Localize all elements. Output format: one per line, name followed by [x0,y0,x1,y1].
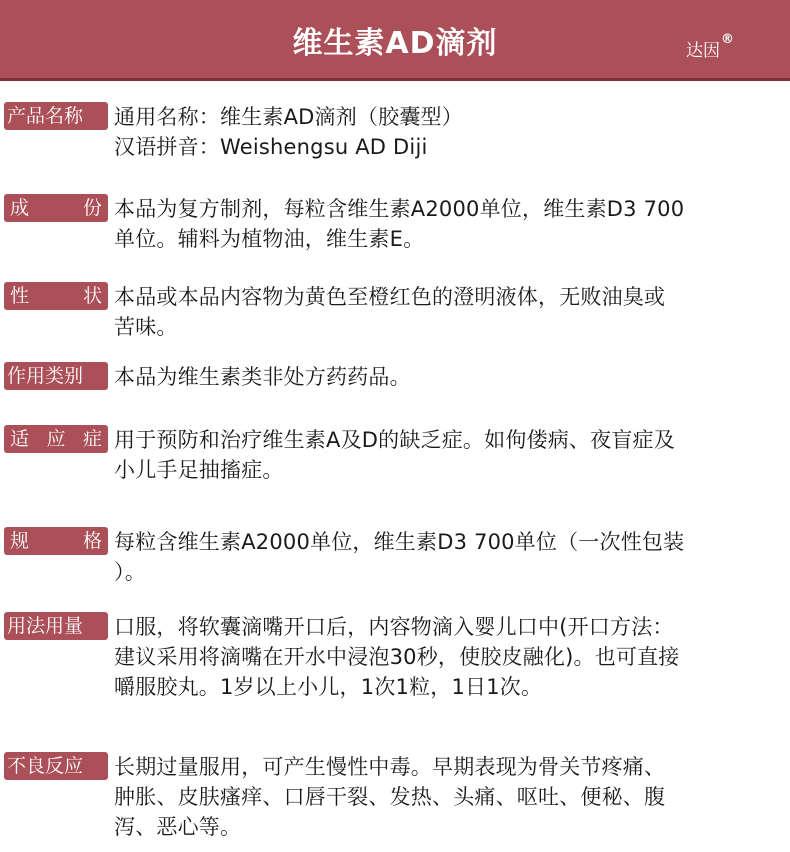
section-label [4,282,108,310]
registered-mark: ® [721,32,734,48]
text-line: 长期过量服用，可产生慢性中毒。早期表现为骨关节疼痛、 [114,755,666,779]
section-text [114,362,788,392]
section-label: 产品名称 [4,102,108,130]
section-specification [4,527,788,587]
section-dosage [4,612,788,702]
text-line: 汉语拼音：Weishengsu AD Diji [114,135,428,159]
section-text [114,425,788,485]
text-line: 肿胀、皮肤瘙痒、口唇干裂、发热、头痛、呕吐、便秘、腹 [114,785,666,809]
label-char: 症 [82,428,102,450]
text-line: 小儿手足抽搐症。 [114,458,284,482]
text-line: 单位。辅料为植物油，维生素E。 [114,227,425,251]
text-line: 嚼服胶丸。1岁以上小儿，1次1粒，1日1次。 [114,675,543,699]
text-line: ）。 [114,560,146,584]
page-title: 维生素AD滴剂 [292,26,498,61]
text-line: 通用名称：维生素AD滴剂（胶囊型） [114,105,463,129]
label-char: 应 [46,428,66,450]
section-text [114,527,788,587]
label-char: 格 [82,530,102,552]
section-label: 用法用量 [4,612,108,640]
section-appearance [4,282,788,342]
text-line: 口服，将软囊滴嘴开口后，内容物滴入婴儿口中(开口方法： [114,615,674,639]
section-label [4,194,108,222]
section-label: 作用类别 [4,362,108,390]
section-adverse-reactions [4,752,788,842]
text-line: 本品为维生素类非处方药药品。 [114,365,411,389]
text-line: 本品为复方制剂，每粒含维生素A2000单位，维生素D3 700 [114,197,685,221]
text-line: 泻、恶心等。 [114,815,242,839]
section-ingredients [4,194,788,254]
text-line: 每粒含维生素A2000单位，维生素D3 700单位（一次性包装 [114,530,685,554]
header-banner [0,0,790,81]
section-label [4,425,108,453]
text-line: 用于预防和治疗维生素A及D的缺乏症。如佝偻病、夜盲症及 [114,428,675,452]
label-char: 成 [10,197,30,219]
brand-logo [686,32,734,61]
label-char: 状 [82,285,102,307]
text-line: 本品或本品内容物为黄色至橙红色的澄明液体，无败油臭或 [114,285,666,309]
section-text [114,752,788,842]
section-label: 不良反应 [4,752,108,780]
text-line: 建议采用将滴嘴在开水中浸泡30秒，使胶皮融化)。也可直接 [114,645,680,669]
text-line: 苦味。 [114,315,178,339]
label-char: 规 [10,530,30,552]
label-char: 性 [10,285,30,307]
section-category [4,362,788,392]
section-text [114,194,788,254]
label-char: 适 [10,428,30,450]
section-product-name [4,102,788,162]
section-text [114,612,788,702]
section-indications [4,425,788,485]
section-label [4,527,108,555]
label-char: 份 [82,197,102,219]
section-text [114,282,788,342]
brand-name: 达因 [686,41,720,61]
section-text [114,102,788,162]
